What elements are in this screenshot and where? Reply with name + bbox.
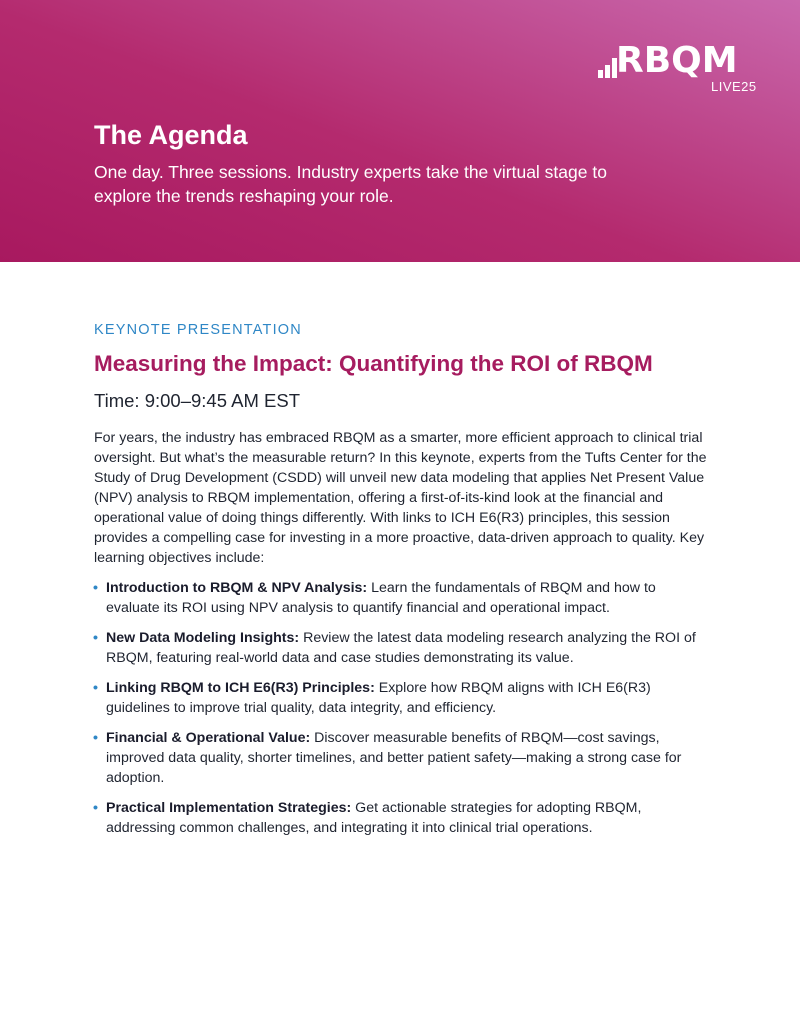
objective-heading: Financial & Operational Value:: [106, 730, 311, 746]
objective-text: Explore how RBQM aligns with ICH E6(R3) guidelines to improve trial quality, data integrity, and efficiency.: [106, 680, 651, 716]
session-type-label: KEYNOTE PRESENTATION: [94, 322, 302, 338]
bullet-icon: •: [93, 580, 98, 596]
list-item: [94, 628, 709, 668]
page-title: The Agenda: [94, 120, 248, 150]
bullet-icon: •: [93, 730, 98, 746]
agenda-header: [0, 0, 800, 262]
bullet-icon: •: [93, 630, 98, 646]
session-title: Measuring the Impact: Quantifying the ROI of RBQM: [94, 351, 653, 376]
session-description: For years, the industry has embraced RBQM as a smarter, more efficient approach to clinical trial oversight. But what’s the measurable return? In this keynote, experts from the Tufts Center for the Study of Drug Development (CSDD) will unveil new data modeling that applies Net Present Value (NPV) analysis to RBQM implementation, offering a first-of-its-kind look at the financial and operational value of doing things differently. With links to ICH E6(R3) principles, this session provides a compelling case for investing in a more proactive, data-driven approach to quality. Key learning objectives include:: [94, 430, 707, 566]
logo-subtitle: LIVE25: [711, 79, 757, 94]
objective-heading: Linking RBQM to ICH E6(R3) Principles:: [106, 680, 375, 696]
list-item: [94, 678, 709, 718]
objective-text: Learn the fundamentals of RBQM and how to evaluate its ROI using NPV analysis to quantify financial and operational impact.: [106, 580, 656, 616]
list-item: [94, 578, 709, 618]
objective-text: Review the latest data modeling research analyzing the ROI of RBQM, featuring real-world data and case studies demonstrating its value.: [106, 630, 696, 666]
learning-objectives-list: [94, 578, 709, 848]
objective-heading: Introduction to RBQM & NPV Analysis:: [106, 580, 368, 596]
logo-wordmark: RBQM: [616, 40, 738, 81]
objective-heading: New Data Modeling Insights:: [106, 630, 300, 646]
list-item: [94, 728, 709, 788]
objective-heading: Practical Implementation Strategies:: [106, 800, 352, 816]
list-item: [94, 798, 709, 838]
objective-text: Get actionable strategies for adopting RBQM, addressing common challenges, and integrating it into clinical trial operations.: [106, 800, 642, 836]
bullet-icon: •: [93, 680, 98, 696]
rbqm-live-logo: [598, 40, 758, 100]
page-subtitle: One day. Three sessions. Industry experts take the virtual stage to explore the trends reshaping your role.: [94, 162, 607, 206]
session-time: Time: 9:00–9:45 AM EST: [94, 390, 300, 411]
objective-text: Discover measurable benefits of RBQM—cost savings, improved data quality, shorter timelines, and better patient safety—making a strong case for adoption.: [106, 730, 682, 786]
bullet-icon: •: [93, 800, 98, 816]
